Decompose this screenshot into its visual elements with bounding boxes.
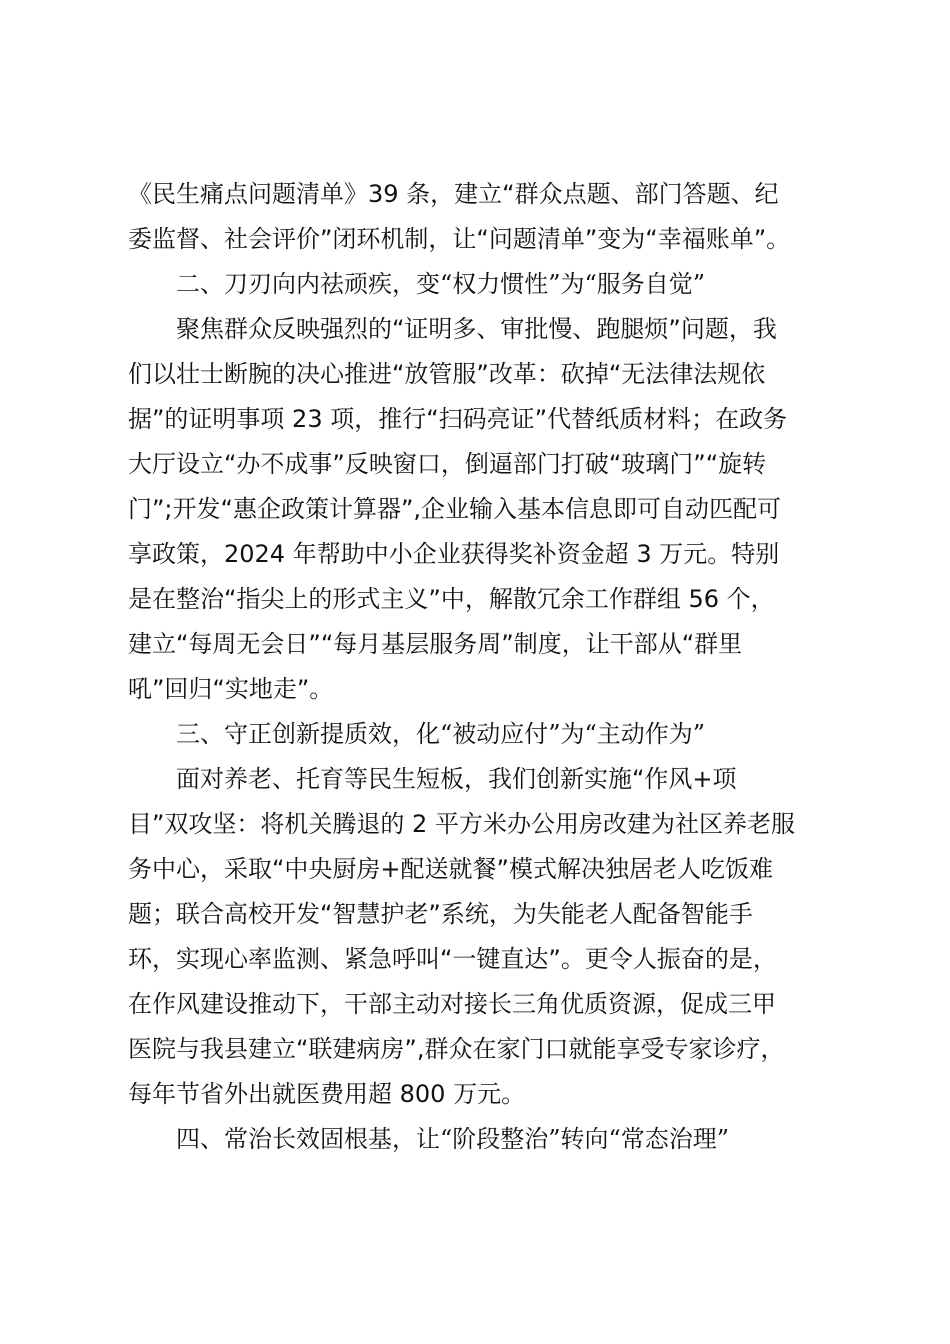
paragraph-line: 《民生痛点问题清单》39 条，建立“群众点题、部门答题、纪 xyxy=(128,180,779,208)
section-heading-3: 三、守正创新提质效，化“被动应付”为“主动作为” xyxy=(176,720,706,748)
paragraph-line: 题；联合高校开发“智慧护老”系统，为失能老人配备智能手 xyxy=(128,900,753,928)
paragraph-line: 据”的证明事项 23 项，推行“扫码亮证”代替纸质材料；在政务 xyxy=(128,405,788,433)
paragraph-line: 务中心，采取“中央厨房+配送就餐”模式解决独居老人吃饭难 xyxy=(128,855,773,883)
paragraph-line: 环，实现心率监测、紧急呼叫“一键直达”。更令人振奋的是， xyxy=(128,945,777,973)
paragraph-line: 面对养老、托育等民生短板，我们创新实施“作风+项 xyxy=(176,765,737,793)
paragraph-line: 目”双攻坚：将机关腾退的 2 平方米办公用房改建为社区养老服 xyxy=(128,810,795,838)
paragraph-line: 建立“每周无会日”“每月基层服务周”制度，让干部从“群里 xyxy=(128,630,743,658)
paragraph-line: 医院与我县建立“联建病房”,群众在家门口就能享受专家诊疗， xyxy=(128,1035,785,1063)
paragraph-line: 每年节省外出就医费用超 800 万元。 xyxy=(128,1080,526,1108)
paragraph-line: 门”;开发“惠企政策计算器”,企业输入基本信息即可自动匹配可 xyxy=(128,495,782,523)
paragraph-line: 委监督、社会评价”闭环机制，让“问题清单”变为“幸福账单”。 xyxy=(128,225,791,253)
paragraph-line: 享政策，2024 年帮助中小企业获得奖补资金超 3 万元。特别 xyxy=(128,540,780,568)
paragraph-line: 在作风建设推动下，干部主动对接长三角优质资源，促成三甲 xyxy=(128,990,776,1018)
paragraph-line: 们以壮士断腕的决心推进“放管服”改革：砍掉“无法律法规依 xyxy=(128,360,766,388)
paragraph-line: 大厅设立“办不成事”反映窗口，倒逼部门打破“玻璃门”“旋转 xyxy=(128,450,767,478)
paragraph-line: 吼”回归“实地走”。 xyxy=(128,675,334,703)
section-heading-2: 二、刀刃向内祛顽疾，变“权力惯性”为“服务自觉” xyxy=(176,270,706,298)
section-heading-4: 四、常治长效固根基，让“阶段整治”转向“常态治理” xyxy=(176,1125,730,1153)
paragraph-line: 聚焦群众反映强烈的“证明多、审批慢、跑腿烦”问题，我 xyxy=(176,315,777,343)
paragraph-line: 是在整治“指尖上的形式主义”中，解散冗余工作群组 56 个， xyxy=(128,585,775,613)
